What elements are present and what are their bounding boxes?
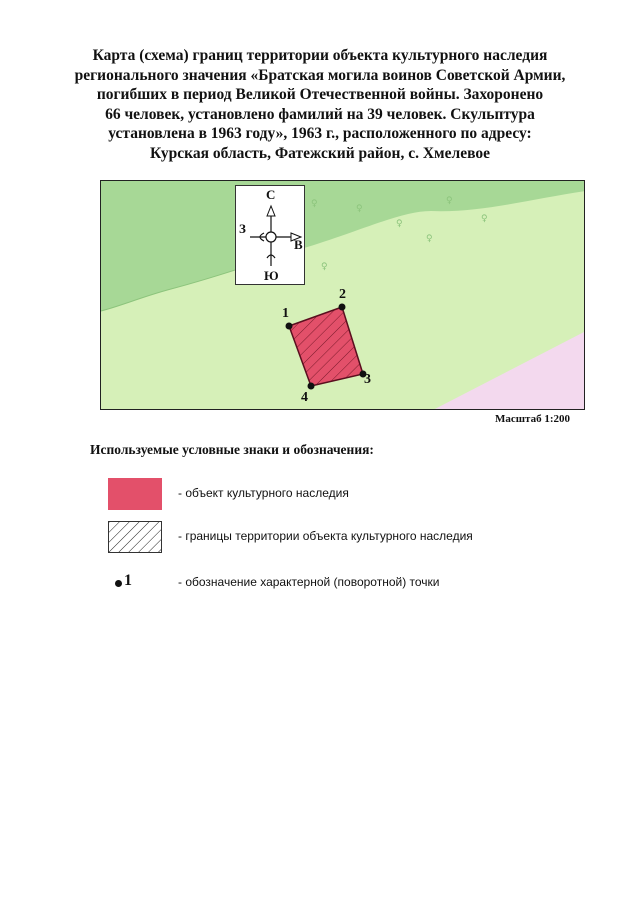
- title-line: погибших в период Великой Отечественной войны. Захоронено: [96, 86, 544, 103]
- corner-point-4: [308, 383, 315, 390]
- legend-item-point: - обозначение характерной (поворотной) точки: [178, 575, 440, 589]
- legend-item-object: - объект культурного наследия: [178, 486, 349, 500]
- point-label-4: 4: [301, 390, 308, 405]
- point-label-2: 2: [339, 287, 346, 302]
- map-scale: Масштаб 1:200: [495, 413, 571, 425]
- svg-text:♀: ♀: [426, 234, 433, 244]
- title-line: установлена в 1963 году», 1963 г., расположенного по адресу:: [108, 125, 532, 142]
- point-label-1: 1: [282, 306, 289, 321]
- point-label-3: 3: [364, 372, 371, 387]
- title-line: Курская область, Фатежский район, с. Хмелевое: [150, 144, 490, 162]
- title-line: 66 человек, установлено фамилий на 39 человек. Скульптура: [105, 105, 535, 123]
- title-line: регионального значения «Братская могила воинов Советской Армии,: [74, 66, 566, 84]
- legend-item-boundary: - границы территории объекта культурного наследия: [178, 529, 473, 543]
- legend-point-dot-icon: [115, 580, 122, 587]
- corner-point-1: [286, 323, 293, 330]
- map-title: [60, 46, 580, 163]
- legend-object-swatch: [108, 478, 162, 510]
- title-line: Карта (схема) границ территории объекта культурного наследия: [92, 47, 548, 64]
- svg-text:♀: ♀: [446, 196, 453, 206]
- svg-text:♀: ♀: [311, 199, 318, 209]
- legend-point-number: 1: [124, 572, 132, 589]
- svg-text:♀: ♀: [481, 214, 488, 224]
- corner-point-2: [339, 304, 346, 311]
- compass-south: Ю: [264, 268, 279, 283]
- svg-text:♀: ♀: [356, 204, 363, 214]
- svg-text:♀: ♀: [396, 219, 403, 229]
- compass-north: С: [266, 187, 276, 202]
- compass-east: В: [294, 237, 303, 252]
- legend-title: Используемые условные знаки и обозначения:: [90, 442, 374, 457]
- compass-rose: [235, 185, 305, 285]
- svg-text:♀: ♀: [321, 262, 328, 272]
- legend-boundary-swatch: [108, 521, 162, 553]
- compass-west: З: [239, 221, 246, 236]
